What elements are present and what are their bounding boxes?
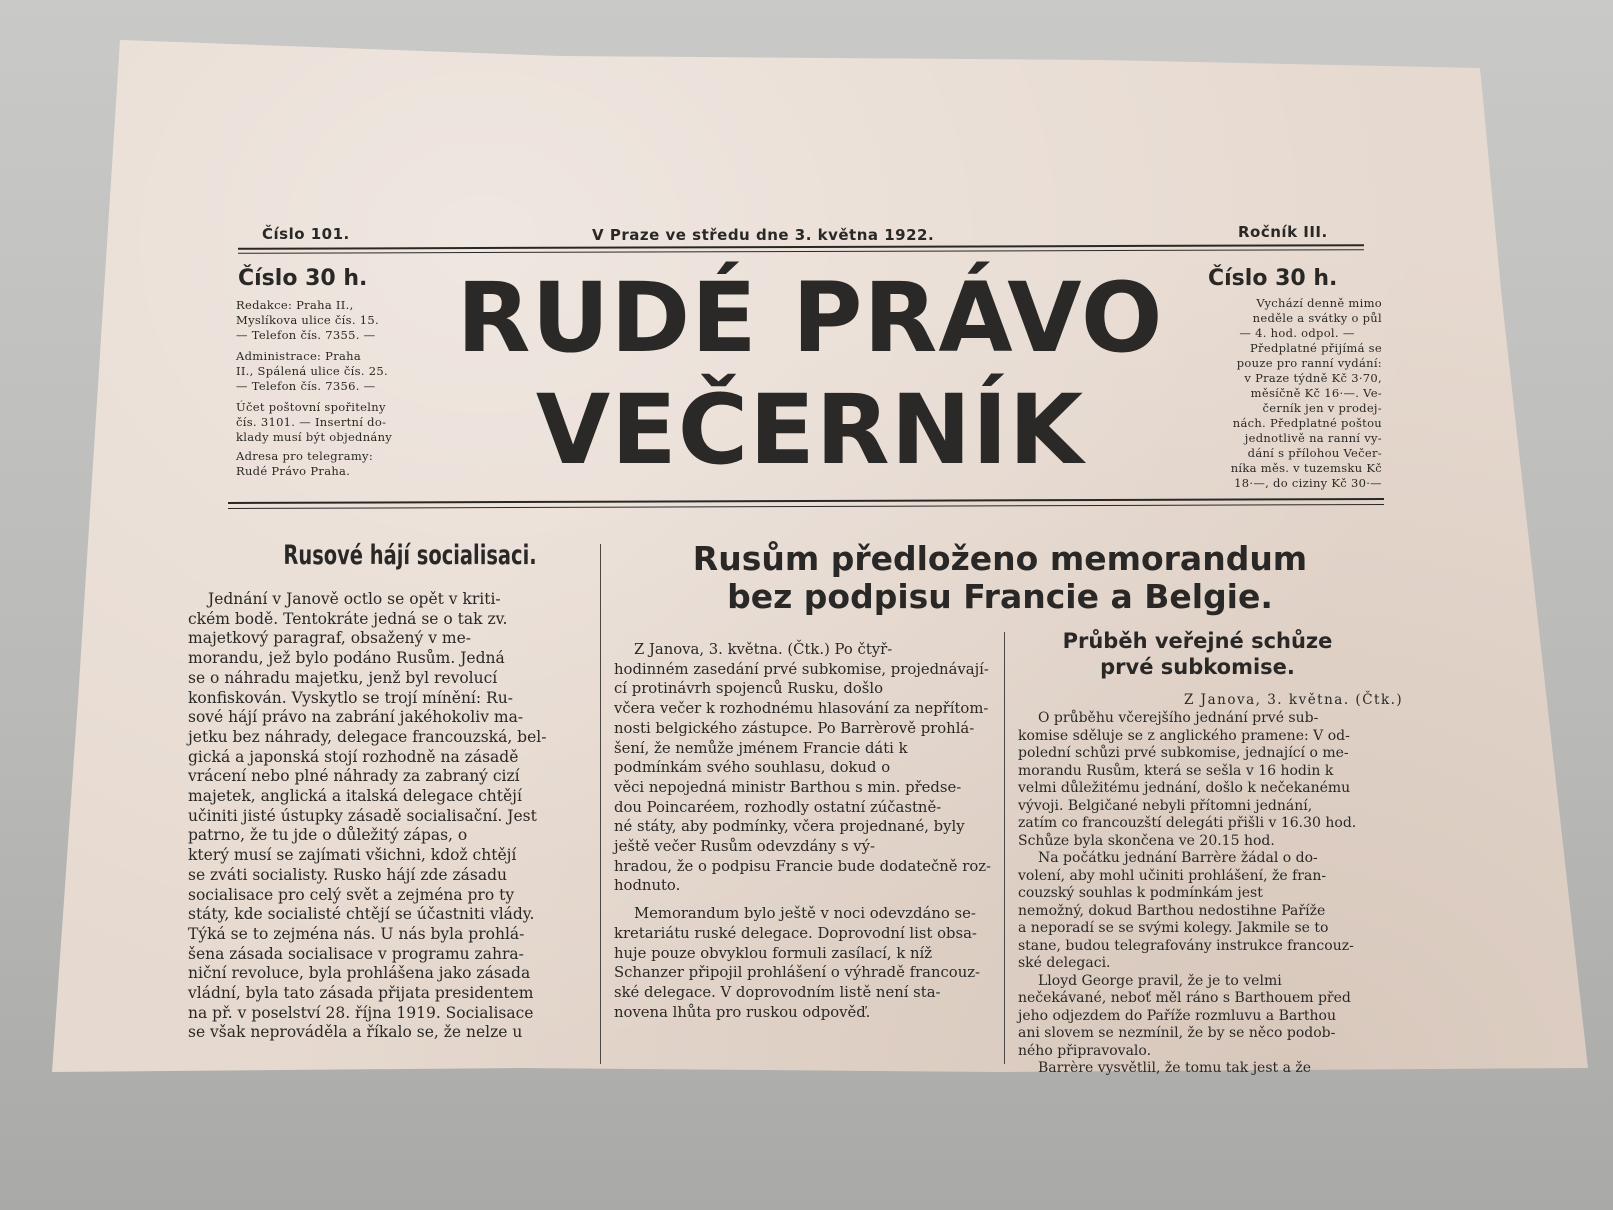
text-line: Lloyd George pravil, že je to velmi (1038, 972, 1282, 989)
text-line: hodinném zasedání prvé subkomise, projednávají- (614, 660, 989, 678)
text-line: majetek, anglická a italská delegace chtějí (188, 787, 522, 806)
right-article-dateline: Z Janova, 3. května. (Čtk.) (1184, 692, 1404, 708)
text-line: morandu Rusům, která se sešla v 16 hodin k (1018, 762, 1334, 779)
masthead-subtitle: VEČERNÍK (535, 374, 1085, 486)
text-line: včera večer k rozhodnému hlasování za nepřítom- (614, 700, 989, 718)
left-info-line: II., Spálená ulice čís. 25. (236, 364, 388, 378)
text-line: cí protinávrh spojenců Rusku, došlo (614, 680, 884, 698)
left-info-line: — Telefon čís. 7356. — (236, 379, 376, 393)
text-line: věci nepojedná ministr Barthou s min. předse- (614, 778, 962, 796)
text-line: se však neprováděla a říkalo se, že nelze u (188, 1023, 523, 1042)
sub-headline (1005, 628, 1390, 680)
text-line: Schanzer připojil prohlášení o výhradě francouz- (614, 964, 981, 982)
text-line: ného připravovalo. (1018, 1042, 1152, 1059)
right-info-line: neděle a svátky o půl (1252, 311, 1382, 325)
text-line: podmínkám svého souhlasu, dokud o (614, 759, 891, 777)
text-line: hodnuto. (614, 877, 681, 895)
left-info-line: Účet poštovní spořitelny (236, 400, 386, 414)
text-line: ské delegaci. (1018, 955, 1111, 971)
text-line: morandu, jež bylo podáno Rusům. Jedná (188, 649, 505, 668)
text-line: se o náhradu majetku, jenž byl revolucí (188, 668, 498, 687)
text-line: učiniti jisté ústupky zásadě socialisační. Jest (188, 806, 537, 825)
text-line: né státy, aby podmínky, včera projednané, byly (614, 818, 965, 836)
text-line: niční revoluce, byla prohlášena jako zásada (188, 964, 531, 983)
right-info-line: pouze pro ranní vydání: (1236, 356, 1382, 370)
main-article-body (614, 640, 992, 1022)
text-line: ještě večer Rusům odevzdány s vý- (614, 838, 876, 856)
right-info-box (1212, 296, 1382, 491)
text-line: novena lhůta pro ruskou odpověď. (614, 1003, 871, 1021)
text-line: volení, aby mohl učiniti prohlášení, že fran- (1018, 867, 1327, 884)
sub-headline-line2: prvé subkomise. (1100, 655, 1295, 679)
right-info-line: měsíčně Kč 16·—. Ve- (1250, 386, 1382, 400)
right-info-line: — 4. hod. odpol. — (1239, 326, 1355, 340)
text-line: jetku bez náhrady, delegace francouzská, bel- (188, 727, 547, 746)
right-info-line: jednotlivě na ranní vy- (1244, 431, 1382, 445)
left-info-line: — Telefon čís. 7355. — (236, 328, 376, 342)
text-line: šena zásada socialisace v programu zahra- (188, 944, 524, 963)
text-line: nečekávané, neboť měl ráno s Barthouem před (1018, 990, 1351, 1006)
text-line: Schůze byla skončena ve 20.15 hod. (1018, 832, 1275, 849)
text-line: Barrère vysvětlil, že tomu tak jest a že (1038, 1060, 1312, 1076)
text-line: polední schůzi prvé subkomise, jednající o me- (1018, 745, 1349, 761)
issue-number: Číslo 101. (262, 225, 350, 243)
main-headline-line1: Rusům předloženo memorandum (692, 539, 1308, 578)
text-line: O průběhu včerejšího jednání prvé sub- (1038, 710, 1319, 726)
text-line: nemožný, dokud Barthou nedostihne Paříže (1018, 902, 1326, 919)
text-line: na př. v poselství 28. října 1919. Socialisace (188, 1003, 534, 1022)
text-line: Na počátku jednání Barrère žádal o do- (1038, 850, 1318, 866)
text-line: sové hájí právo na zabrání jakéhokoliv ma- (188, 708, 524, 727)
right-info-line: níka měs. v tuzemsku Kč (1230, 461, 1382, 475)
price-right: Číslo 30 h. (1208, 266, 1338, 291)
dateline: V Praze ve středu dne 3. května 1922. (592, 226, 935, 244)
masthead-rule-thin (228, 504, 1384, 509)
main-headline-line2: bez podpisu Francie a Belgie. (727, 577, 1273, 616)
left-info-box (236, 298, 406, 479)
text-line: hradou, že o podpisu Francie bude dodatečně roz- (614, 857, 992, 875)
price-left: Číslo 30 h. (238, 266, 368, 291)
right-info-line: Vychází denně mimo (1256, 296, 1382, 310)
text-line: nosti belgického zástupce. Po Barrèrově prohlá- (614, 719, 975, 737)
text-line: vývoji. Belgičané nebyli přítomni jednání, (1018, 797, 1313, 814)
right-info-line: dání s přílohou Večer- (1247, 446, 1382, 460)
column-rule (1004, 632, 1005, 1064)
text-line: socialisace pro celý svět a zejména pro ty (188, 885, 515, 904)
text-line: kretariátu ruské delegace. Doprovodní list obsa- (614, 924, 977, 942)
masthead-title: RUDÉ PRÁVO (456, 262, 1164, 374)
left-info-line: klady musí být objednány (236, 430, 393, 444)
left-info-line: čís. 3101. — Insertní do- (236, 415, 387, 429)
right-article-body (1018, 710, 1398, 1078)
text-line: Týká se to zejména nás. U nás byla prohlá- (188, 924, 525, 943)
text-line: a neporadí se se svými kolegy. Jakmile se to (1018, 920, 1329, 936)
text-line: ské delegace. V doprovodním listě není sta- (614, 983, 941, 1001)
text-line: ani slovem se nezmínil, že by se něco podob- (1018, 1025, 1336, 1041)
text-line: velmi důležitému jednání, došlo k nečekanému (1018, 780, 1351, 796)
volume: Ročník III. (1238, 223, 1328, 241)
masthead-rule (228, 498, 1384, 504)
text-line: couzský souhlas k podmínkám jest (1018, 885, 1263, 901)
text-line: ckém bodě. Tentokráte jedná se o tak zv. (188, 609, 508, 628)
text-line: Memorandum bylo ještě v noci odevzdáno se- (634, 905, 976, 923)
text-line: jeho odjezdem do Paříže rozmluvu a Barthou (1018, 1007, 1337, 1024)
text-line: zatím co francouzští delegáti přišli v 16.30 hod. (1018, 815, 1357, 831)
left-info-line: Administrace: Praha (236, 349, 362, 363)
main-headline (605, 540, 1395, 616)
left-info-line: Myslíkova ulice čís. 15. (236, 313, 379, 327)
text-line: vládní, byla tato zásada přijata presidentem (188, 984, 534, 1003)
right-info-line: Předplatné přijímá se (1250, 341, 1382, 355)
left-info-line: Rudé Právo Praha. (236, 464, 351, 478)
sub-headline-line1: Průběh veřejné schůze (1062, 629, 1333, 653)
text-line: komise sděluje se z anglického pramene: V od- (1018, 727, 1350, 744)
text-line: šení, že nemůže jménem Francie dáti k (614, 739, 908, 757)
header-rule-thin (238, 249, 1364, 254)
left-article-body (188, 590, 590, 1043)
text-line: Z Janova, 3. května. (Čtk.) Po čtyř- (634, 641, 893, 658)
text-line: státy, kde socialisté chtějí se účastniti vlády. (188, 905, 535, 924)
text-line: vrácení nebo plné náhrady za zabraný cizí (188, 767, 520, 786)
text-line: který musí se zajímati všichni, kdož chtějí (188, 846, 517, 865)
left-info-line: Redakce: Praha II., (236, 298, 354, 312)
left-headline: Rusové hájí socialisaci. (283, 540, 537, 571)
column-rule (600, 544, 601, 1064)
right-info-line: 18·—, do ciziny Kč 30·— (1234, 476, 1382, 490)
text-line: gická a japonská stojí rozhodně na zásadě (188, 747, 519, 766)
text-line: majetkový paragraf, obsažený v me- (188, 629, 471, 648)
right-info-line: černík jen v prodej- (1262, 401, 1382, 415)
text-line: patrno, že tu jde o důležitý zápas, o (188, 826, 468, 845)
right-info-line: v Praze týdně Kč 3·70, (1244, 371, 1382, 385)
text-line: Jednání v Janově octlo se opět v kriti- (208, 590, 501, 608)
right-info-line: nách. Předplatné poštou (1232, 416, 1382, 430)
text-line: dou Poincaréem, rozhodly ostatní zúčastně- (614, 798, 942, 816)
text-line: se zváti socialisty. Rusko hájí zde zásadu (188, 865, 508, 884)
left-info-line: Adresa pro telegramy: (236, 449, 374, 463)
text-line: huje pouze obvyklou formuli zasílací, k níž (614, 944, 933, 962)
text-line: konfiskován. Vyskytlo se trojí mínění: Ru- (188, 688, 513, 707)
text-line: stane, budou telegrafovány instrukce francouz- (1018, 937, 1354, 954)
